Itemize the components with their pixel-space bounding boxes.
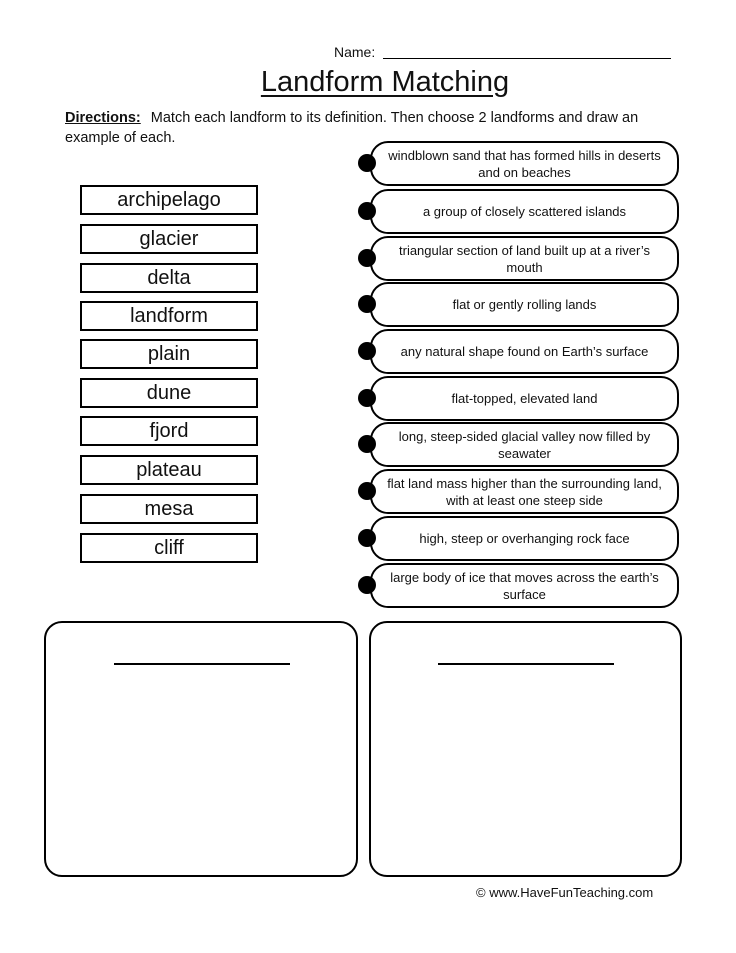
definition-box: flat-topped, elevated land <box>370 376 679 421</box>
definition-box: a group of closely scattered islands <box>370 189 679 234</box>
term-box: archipelago <box>80 185 258 215</box>
drawing-label-line[interactable] <box>438 663 614 665</box>
match-dot[interactable] <box>358 249 376 267</box>
match-dot[interactable] <box>358 435 376 453</box>
match-dot[interactable] <box>358 202 376 220</box>
match-dot[interactable] <box>358 529 376 547</box>
match-dot[interactable] <box>358 342 376 360</box>
drawing-box-right[interactable] <box>369 621 682 877</box>
term-box: landform <box>80 301 258 331</box>
definition-box: triangular section of land built up at a river’s mouth <box>370 236 679 281</box>
definition-box: windblown sand that has formed hills in deserts and on beaches <box>370 141 679 186</box>
match-dot[interactable] <box>358 482 376 500</box>
definition-box: large body of ice that moves across the earth’s surface <box>370 563 679 608</box>
name-row <box>330 42 675 62</box>
term-box: fjord <box>80 416 258 446</box>
term-box: plateau <box>80 455 258 485</box>
drawing-label-line[interactable] <box>114 663 290 665</box>
term-box: mesa <box>80 494 258 524</box>
definition-box: flat or gently rolling lands <box>370 282 679 327</box>
name-field[interactable] <box>383 58 671 59</box>
definition-box: high, steep or overhanging rock face <box>370 516 679 561</box>
match-dot[interactable] <box>358 389 376 407</box>
definition-box: any natural shape found on Earth’s surface <box>370 329 679 374</box>
match-dot[interactable] <box>358 576 376 594</box>
page-title: Landform Matching <box>260 66 510 98</box>
drawing-box-left[interactable] <box>44 621 358 877</box>
term-box: delta <box>80 263 258 293</box>
definition-box: long, steep-sided glacial valley now filled by seawater <box>370 422 679 467</box>
definition-box: flat land mass higher than the surrounding land, with at least one steep side <box>370 469 679 514</box>
match-dot[interactable] <box>358 295 376 313</box>
name-label: Name: <box>334 44 376 60</box>
directions-label: Directions: <box>65 110 141 126</box>
copyright-footer: © www.HaveFunTeaching.com <box>476 885 654 900</box>
term-box: plain <box>80 339 258 369</box>
term-box: glacier <box>80 224 258 254</box>
match-dot[interactable] <box>358 154 376 172</box>
term-box: cliff <box>80 533 258 563</box>
directions-text: Match each landform to its definition. Then choose 2 landforms and draw an example of each. <box>65 110 639 146</box>
term-box: dune <box>80 378 258 408</box>
